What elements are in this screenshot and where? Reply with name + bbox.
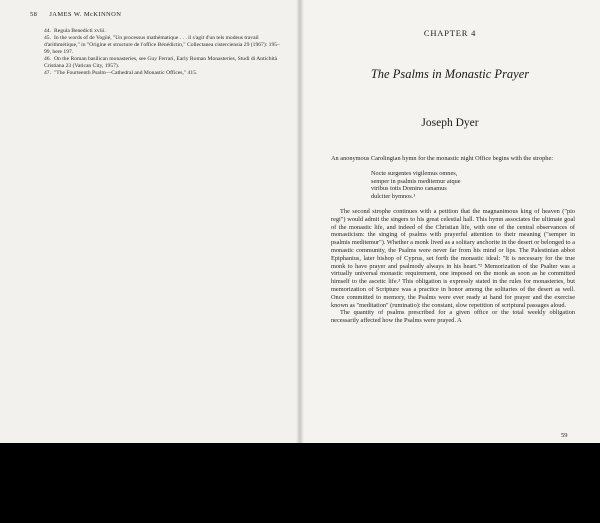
verse-line: semper in psalmis meditemur atque <box>371 177 461 185</box>
chapter-number: CHAPTER 4 <box>423 28 477 38</box>
body-paragraph-2: The quantity of psalms prescribed for a given office or the total weekly obligation necessarily affected how the Psalms were prayed. A <box>331 309 575 325</box>
scan-background <box>0 443 600 523</box>
chapter-author: Joseph Dyer <box>421 117 479 129</box>
left-page-number: 58 <box>30 11 38 18</box>
endnote: 47. "The Fourteenth Psalm—Cathedral and Monastic Offices," 415. <box>44 70 198 76</box>
left-running-head <box>30 11 121 18</box>
hymn-verse <box>371 170 575 201</box>
intro-paragraph: An anonymous Carolingian hymn for the monastic night Office begins with the strophe: <box>331 155 553 162</box>
endnote: 45. In the words of de Vogüé, "Un processus mathématique . . . il s'agit d'un tels modeus travail d'arithmétique," in "Origine et structure de l'office Bénédictin," Collectanea cisterciensia 29 (1967): 195–99, here 197. <box>44 35 280 55</box>
chapter-body <box>331 155 575 325</box>
verse-line: dulciter hymnos.¹ <box>371 193 416 201</box>
right-page-number: 59 <box>561 432 568 439</box>
body-paragraph-1: The second strophe continues with a petition that the magnanimous king of heaven ("pio regi") would admit the singers to his great celestial hall. This hymn associates the ultimate goal of the monastic life, and indeed of the Christian life, with one of the central observances of monasticism: the singing of psalms with prayerful attention to their meaning ("semper in psalmis meditemur"). Whether a monk lived as a solitary anchorite in the desert or belonged to a monastic community, the Psalms were never far from his mind or lips. The Palestinian abbot Epiphanius, later bishop of Cyprus, set forth the monastic ideal: "It is necessary for the true monk to have prayer and psalmody always in his heart."² Memorization of the Psalter was a virtually universal monastic requirement, one imposed on the monk as soon as he committed himself to the ascetic life.³ This obligation is expressly stated in the rules for monasteries, but memorization of Scripture was a practice in honor among the solitaries of the desert as well. Once committed to memory, the Psalms were ever ready at hand for prayer and the exercise known as "meditation" (ruminatio): the constant, slow repetition of scriptural passages aloud. <box>331 207 575 309</box>
endnotes <box>44 28 284 77</box>
endnote: 46. On the Roman basilican monasteries, see Guy Ferrari, Early Roman Monasteries, Studi di Antichità Cristiana 23 (Vatican City, 1957). <box>44 56 278 69</box>
verse-line: viribus totis Domino canamus <box>371 185 447 193</box>
chapter-title: The Psalms in Monastic Prayer <box>370 67 530 81</box>
left-running-head-title: JAMES W. McKINNON <box>49 11 122 18</box>
verse-line: Nocte surgentes vigilemus omnes, <box>371 169 458 177</box>
left-page <box>0 0 300 443</box>
endnote: 44. Regula Benedicti xviii. <box>44 28 106 34</box>
